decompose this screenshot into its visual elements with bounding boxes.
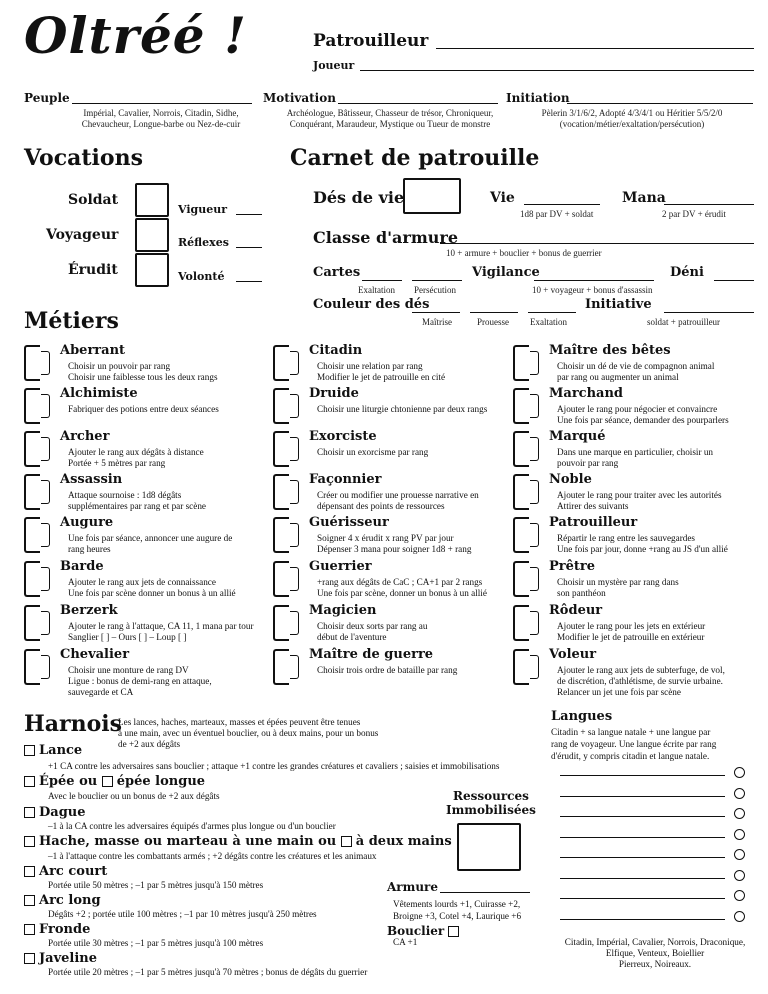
des-de-vie-label: Dés de vie	[313, 188, 405, 207]
langue-circle[interactable]	[734, 849, 745, 860]
vocation-erudit: Érudit	[68, 262, 118, 278]
fronde-label: Fronde	[39, 922, 91, 937]
vocation-soldat: Soldat	[68, 192, 119, 208]
vie-hint: 1d8 par DV + soldat	[520, 209, 594, 219]
epee-label: Épée ou	[39, 774, 98, 789]
deni-label: Déni	[670, 265, 704, 280]
rank-bracket-alchimiste[interactable]	[24, 388, 40, 424]
rank-bracket-marchand[interactable]	[513, 388, 529, 424]
rank-bracket-chevalier[interactable]	[24, 649, 40, 685]
initiative-field[interactable]	[664, 312, 754, 313]
patrouilleur-field[interactable]	[436, 48, 754, 49]
save-volonte: Volonté	[178, 270, 225, 283]
maitrise-field[interactable]	[412, 312, 460, 313]
couleur-label: Couleur des dés	[313, 297, 430, 312]
carnet-title: Carnet de patrouille	[290, 145, 540, 171]
lance-desc: +1 CA contre les adversaires sans bouclier ; attaque +1 contre les grandes créatures et cavaliers ; saisies et immobilisations	[48, 761, 500, 771]
metier-desc-augure: Une fois par séance, annoncer une augure de rang heures	[68, 533, 233, 554]
arc-court-label: Arc court	[39, 864, 108, 879]
metier-druide: Druide	[309, 386, 359, 401]
rank-bracket-marque[interactable]	[513, 431, 529, 467]
mana-hint: 2 par DV + érudit	[662, 209, 726, 219]
metier-noble: Noble	[549, 472, 592, 487]
rank-bracket-guerrier[interactable]	[273, 561, 289, 597]
metier-desc-citadin: Choisir une relation par rang Modifier le jet de patrouille en cité	[317, 361, 446, 382]
dague-desc: –1 à la CA contre les adversaires équipés d'armes plus longue ou d'un bouclier	[48, 821, 336, 831]
metier-desc-druide: Choisir une liturgie chtonienne par deux rangs	[317, 404, 488, 414]
rank-bracket-guerisseur[interactable]	[273, 517, 289, 553]
metier-desc-aberrant: Choisir un pouvoir par rang Choisir une faiblesse tous les deux rangs	[68, 361, 218, 382]
metier-desc-patrouilleur: Répartir le rang entre les sauvegardes Une fois par jour, donne +rang au JS d'un allié	[557, 533, 728, 554]
arc-long-desc: Dégâts +2 ; portée utile 100 mètres ; –1 par 10 mètres jusqu'à 250 mètres	[48, 909, 317, 919]
motivation-label: Motivation	[263, 91, 336, 105]
initiative-label: Initiative	[585, 297, 652, 312]
rank-bracket-berzerk[interactable]	[24, 605, 40, 641]
dague-item[interactable]	[24, 805, 86, 820]
metier-desc-exorciste: Choisir un exorcisme par rang	[317, 447, 429, 457]
metier-voleur: Voleur	[549, 647, 597, 662]
metier-desc-maitre-des-betes: Choisir un dé de vie de compagnon animal par rang ou augmenter un animal	[557, 361, 715, 382]
joueur-label: Joueur	[313, 59, 355, 72]
peuple-hint: Impérial, Cavalier, Norrois, Citadin, Sidhe, Chevaucheur, Longue-barbe ou Nez-de-cuir	[81, 108, 241, 129]
cartes-label: Cartes	[313, 265, 361, 280]
fronde-item[interactable]	[24, 922, 90, 937]
metier-magicien: Magicien	[309, 603, 377, 618]
peuple-field[interactable]	[72, 103, 252, 104]
metier-maitre-des-betes: Maître des bêtes	[549, 343, 671, 358]
javeline-item[interactable]	[24, 951, 97, 966]
lance-label: Lance	[39, 743, 83, 758]
metiers-title: Métiers	[24, 308, 119, 334]
sheet-title: Oltréé !	[24, 6, 247, 65]
rank-bracket-augure[interactable]	[24, 517, 40, 553]
rank-bracket-barde[interactable]	[24, 561, 40, 597]
ca-field[interactable]	[440, 243, 754, 244]
armure-desc: Vêtements lourds +1, Cuirasse +2, Broigne +3, Cotel +4, Laurique +6	[393, 899, 522, 921]
metier-maitre-de-guerre: Maître de guerre	[309, 647, 434, 662]
hache-desc: –1 à l'attaque contre les combattants armés ; +2 dégâts contre les créatures et les animaux	[48, 851, 377, 861]
rank-bracket-archer[interactable]	[24, 431, 40, 467]
metier-desc-voleur: Ajouter le rang aux jets de subterfuge, de vol, de discrétion, d'athlétisme, de survie urbaine. Relancer un jet une fois par scène	[557, 665, 725, 697]
epee-longue-checkbox[interactable]	[102, 776, 113, 787]
vigilance-hint: 10 + voyageur + bonus d'assassin	[532, 285, 653, 295]
javeline-desc: Portée utile 20 mètres ; –1 par 5 mètres jusqu'à 70 mètres ; bonus de dégâts du guerrier	[48, 967, 368, 977]
hache-checkbox[interactable]	[24, 836, 35, 847]
rank-bracket-pretre[interactable]	[513, 561, 529, 597]
vocation-voyageur: Voyageur	[46, 227, 119, 243]
javeline-checkbox[interactable]	[24, 953, 35, 964]
metier-patrouilleur: Patrouilleur	[549, 515, 638, 530]
harnois-title: Harnois	[24, 711, 123, 737]
langue-circle[interactable]	[734, 890, 745, 901]
reflexes-field[interactable]	[236, 247, 262, 248]
maitrise-hint: Maîtrise	[422, 317, 452, 327]
langue-line[interactable]	[560, 878, 725, 879]
rank-bracket-noble[interactable]	[513, 474, 529, 510]
motivation-hint: Archéologue, Bâtisseur, Chasseur de trésor, Chroniqueur, Conquérant, Maraudeur, Mystique ou Tueur de monstre	[286, 108, 494, 129]
langues-desc: Citadin + sa langue natale + une langue par rang de voyageur. Une langue écrite par rang d'érudit, y compris citadin et langue natale.	[551, 727, 717, 761]
arc-long-label: Arc long	[39, 893, 101, 908]
arc-long-item[interactable]	[24, 893, 101, 908]
javeline-label: Javeline	[39, 951, 97, 966]
volonte-field[interactable]	[236, 281, 262, 282]
metier-alchimiste: Alchimiste	[60, 386, 138, 401]
vie-label: Vie	[490, 190, 515, 206]
langue-circle[interactable]	[734, 829, 745, 840]
metier-archer: Archer	[60, 429, 110, 444]
deux-mains-label: à deux mains	[355, 834, 452, 849]
save-vigueur: Vigueur	[178, 203, 228, 216]
metier-desc-marchand: Ajouter le rang pour négocier et convaincre Une fois par séance, demander des pourparlers	[557, 404, 729, 425]
rank-bracket-patrouilleur[interactable]	[513, 517, 529, 553]
metier-desc-faconnier: Créer ou modifier une prouesse narrative en dépensant des points de ressources	[317, 490, 479, 511]
armure-field[interactable]	[440, 892, 530, 893]
ca-label: Classe d'armure	[313, 228, 458, 247]
hache-label: Hache, masse ou marteau à une main ou	[39, 834, 337, 849]
armure-label: Armure	[387, 880, 439, 894]
metier-assassin: Assassin	[60, 472, 123, 487]
metier-berzerk: Berzerk	[60, 603, 118, 618]
soldat-box[interactable]	[135, 183, 169, 217]
persecution-field[interactable]	[412, 280, 462, 281]
bouclier-checkbox[interactable]	[448, 926, 459, 937]
bouclier-desc: CA +1	[393, 937, 418, 947]
fronde-desc: Portée utile 30 mètres ; –1 par 5 mètres jusqu'à 100 mètres	[48, 938, 264, 948]
peuple-label: Peuple	[24, 91, 70, 105]
metier-exorciste: Exorciste	[309, 429, 377, 444]
langues-footer: Citadin, Impérial, Cavalier, Norrois, Draconique, Elfique, Venteux, Boiellier Pierreux, Noireaux.	[564, 937, 746, 969]
langue-line[interactable]	[560, 837, 725, 838]
bouclier-label	[387, 924, 463, 938]
save-reflexes: Réflexes	[178, 236, 229, 249]
des-de-vie-box[interactable]	[403, 178, 461, 214]
exaltation-hint: Exaltation	[358, 285, 395, 295]
vie-field[interactable]	[524, 204, 600, 205]
mana-field[interactable]	[664, 204, 754, 205]
metier-barde: Barde	[60, 559, 104, 574]
rank-bracket-rodeur[interactable]	[513, 605, 529, 641]
dague-checkbox[interactable]	[24, 807, 35, 818]
exaltation-color-field[interactable]	[528, 312, 576, 313]
ressources-box[interactable]	[457, 823, 521, 871]
initiation-label: Initiation	[506, 91, 570, 105]
langue-circle[interactable]	[734, 767, 745, 778]
deux-mains-checkbox[interactable]	[341, 836, 352, 847]
metier-desc-assassin: Attaque sournoise : 1d8 dégâts supplémentaires par rang et par scène	[68, 490, 207, 511]
metier-faconnier: Façonnier	[309, 472, 382, 487]
metier-chevalier: Chevalier	[60, 647, 130, 662]
langue-line[interactable]	[560, 796, 725, 797]
arc-court-desc: Portée utile 50 mètres ; –1 par 5 mètres jusqu'à 150 mètres	[48, 880, 264, 890]
metier-desc-maitre-de-guerre: Choisir trois ordre de bataille par rang	[317, 665, 458, 675]
vocations-title: Vocations	[24, 145, 143, 171]
langue-line[interactable]	[560, 898, 725, 899]
epee-item[interactable]	[24, 774, 205, 789]
patrouilleur-label: Patrouilleur	[313, 31, 429, 51]
epee-checkbox[interactable]	[24, 776, 35, 787]
metier-desc-archer: Ajouter le rang aux dégâts à distance Portée + 5 mètres par rang	[68, 447, 204, 468]
ressources-label: Ressources Immobilisées	[446, 789, 536, 817]
rank-bracket-maitre-des-betes[interactable]	[513, 345, 529, 381]
erudit-box[interactable]	[135, 253, 169, 287]
metier-desc-guerisseur: Soigner 4 x érudit x rang PV par jour Dépenser 3 mana pour soigner 1d8 + rang	[317, 533, 472, 554]
metier-desc-alchimiste: Fabriquer des potions entre deux séances	[68, 404, 219, 414]
prouesse-hint: Prouesse	[477, 317, 509, 327]
rank-bracket-faconnier[interactable]	[273, 474, 289, 510]
metier-guerrier: Guerrier	[309, 559, 372, 574]
metier-desc-guerrier: +rang aux dégâts de CaC ; CA+1 par 2 rangs Une fois par scène, donner un bonus à un allié	[317, 577, 487, 598]
metier-marchand: Marchand	[549, 386, 623, 401]
langue-line[interactable]	[560, 816, 725, 817]
dague-label: Dague	[39, 805, 86, 820]
vigilance-label: Vigilance	[472, 265, 540, 280]
metier-desc-chevalier: Choisir une monture de rang DV Ligue : bonus de demi-rang en attaque, sauvegarde et CA	[68, 665, 212, 697]
arc-long-checkbox[interactable]	[24, 895, 35, 906]
langue-line[interactable]	[560, 919, 725, 920]
motivation-field[interactable]	[338, 103, 498, 104]
metier-pretre: Prêtre	[549, 559, 596, 574]
metier-guerisseur: Guérisseur	[309, 515, 389, 530]
langue-line[interactable]	[560, 775, 725, 776]
metier-desc-berzerk: Ajouter le rang à l'attaque, CA 11, 1 mana par tour Sanglier [ ] – Ours [ ] – Loup [ ]	[68, 621, 254, 642]
mana-label: Mana	[622, 190, 666, 206]
deni-field[interactable]	[714, 280, 754, 281]
rank-bracket-aberrant[interactable]	[24, 345, 40, 381]
exaltation-field[interactable]	[362, 280, 402, 281]
vigueur-field[interactable]	[236, 214, 262, 215]
rank-bracket-assassin[interactable]	[24, 474, 40, 510]
persecution-hint: Persécution	[414, 285, 456, 295]
fronde-checkbox[interactable]	[24, 924, 35, 935]
metier-desc-rodeur: Ajouter le rang pour les jets en extérieur Modifier le jet de patrouille en extérieur	[557, 621, 706, 642]
hache-item[interactable]	[24, 834, 452, 849]
initiative-hint: soldat + patrouilleur	[647, 317, 721, 327]
metier-citadin: Citadin	[309, 343, 363, 358]
langues-title: Langues	[551, 709, 613, 724]
arc-court-checkbox[interactable]	[24, 866, 35, 877]
exaltation-color-hint: Exaltation	[530, 317, 567, 327]
metier-desc-barde: Ajouter le rang aux jets de connaissance Une fois par scène donner un bonus à un allié	[68, 577, 236, 598]
langue-circle[interactable]	[734, 808, 745, 819]
rank-bracket-citadin[interactable]	[273, 345, 289, 381]
rank-bracket-exorciste[interactable]	[273, 431, 289, 467]
metier-aberrant: Aberrant	[60, 343, 126, 358]
rank-bracket-druide[interactable]	[273, 388, 289, 424]
initiation-field[interactable]	[567, 103, 753, 104]
initiation-hint: Pèlerin 3/1/6/2, Adopté 4/3/4/1 ou Héritier 5/5/2/0 (vocation/métier/exaltation/persécution)	[541, 108, 723, 129]
metier-desc-pretre: Choisir un mystère par rang dans son panthéon	[557, 577, 679, 598]
metier-marque: Marqué	[549, 429, 606, 444]
arc-court-item[interactable]	[24, 864, 107, 879]
epee-desc: Avec le bouclier ou un bonus de +2 aux dégâts	[48, 791, 220, 801]
metier-desc-noble: Ajouter le rang pour traiter avec les autorités Attirer des suivants	[557, 490, 722, 511]
metier-desc-marque: Dans une marque en particulier, choisir un pouvoir par rang	[557, 447, 714, 468]
ca-hint: 10 + armure + bouclier + bonus de guerrier	[446, 248, 602, 258]
lance-checkbox[interactable]	[24, 745, 35, 756]
voyageur-box[interactable]	[135, 218, 169, 252]
vigilance-field[interactable]	[534, 280, 654, 281]
langue-circle[interactable]	[734, 870, 745, 881]
metier-desc-magicien: Choisir deux sorts par rang au début de l'aventure	[317, 621, 428, 642]
metier-augure: Augure	[60, 515, 114, 530]
bouclier-text: Bouclier	[387, 924, 445, 938]
rank-bracket-maitre-de-guerre[interactable]	[273, 649, 289, 685]
lance-item[interactable]	[24, 743, 82, 758]
rank-bracket-magicien[interactable]	[273, 605, 289, 641]
langue-line[interactable]	[560, 857, 725, 858]
joueur-field[interactable]	[360, 70, 754, 71]
langue-circle[interactable]	[734, 788, 745, 799]
prouesse-field[interactable]	[470, 312, 518, 313]
metier-rodeur: Rôdeur	[549, 603, 603, 618]
rank-bracket-voleur[interactable]	[513, 649, 529, 685]
langue-circle[interactable]	[734, 911, 745, 922]
harnois-intro: Les lances, haches, marteaux, masses et épées peuvent être tenues à une main, avec un éventuel bouclier, ou à deux mains, pour un bonus de +2 aux dégâts	[118, 717, 379, 749]
epee-longue-label: épée longue	[116, 774, 206, 789]
